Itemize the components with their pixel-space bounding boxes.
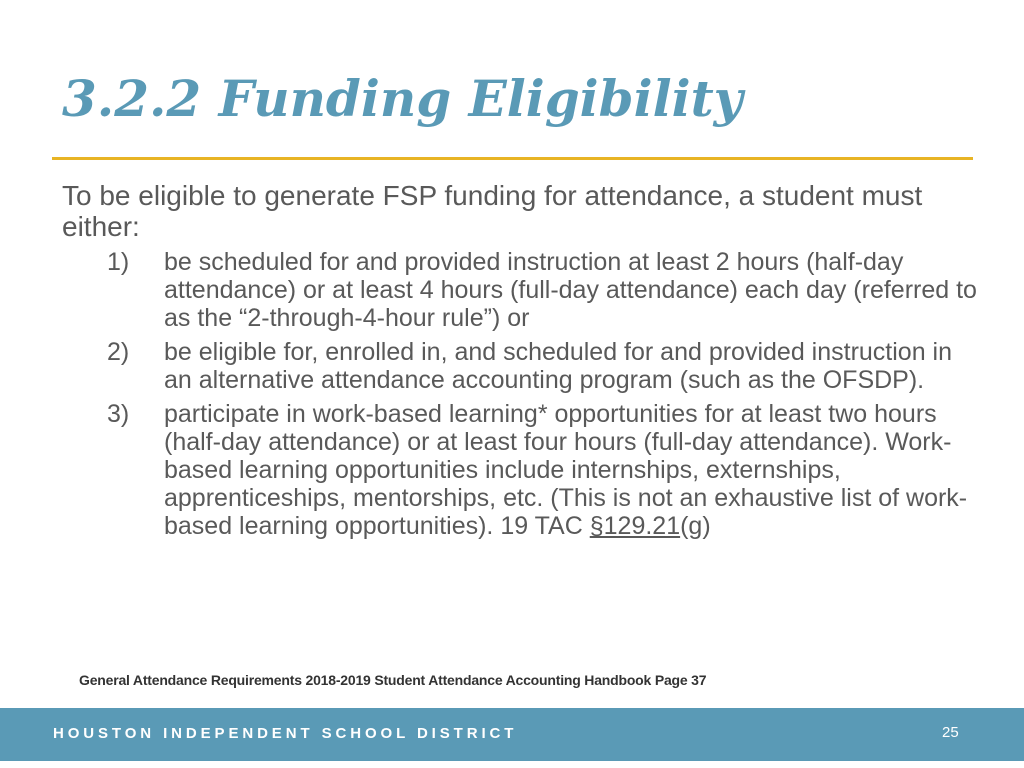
list-item [0,338,1024,394]
slide-title: 3.2.2 Funding Eligibility [62,69,743,128]
list-item-text-after-link: (g) [680,512,711,540]
tac-citation-link[interactable]: §129.21 [589,512,681,540]
source-note: General Attendance Requirements 2018-2019 Student Attendance Accounting Handbook Page 37 [79,672,707,688]
list-item [0,248,1024,332]
eligibility-list [0,248,1024,546]
intro-text: To be eligible to generate FSP funding for attendance, a student must either: [62,180,923,242]
list-item-text [164,400,984,540]
list-item-text: be scheduled for and provided instruction at least 2 hours (half-day attendance) or at least 4 hours (full-day attendance) each day (referred to as the “2-through-4-hour rule”) or [164,248,977,332]
footer-bar [0,708,1024,761]
list-item-number: 1) [107,248,130,276]
title-divider [52,157,973,160]
page-number: 25 [942,724,959,741]
list-item-number: 2) [107,338,130,366]
list-item-text: be eligible for, enrolled in, and scheduled for and provided instruction in an alternative attendance accounting program (such as the OFSDP). [164,338,953,394]
list-item-number: 3) [107,400,130,428]
list-item [0,400,1024,540]
organization-name: HOUSTON INDEPENDENT SCHOOL DISTRICT [53,725,518,742]
list-item-text-before-link: participate in work-based learning* opportunities for at least two hours (half-day attendance) or at least four hours (full-day attendance). Work-based learning opportunities include internships, externships, apprenticeships, mentorships, etc. (This is not an exhaustive list of work-based learning opportunities). 19 TAC [164,400,968,540]
